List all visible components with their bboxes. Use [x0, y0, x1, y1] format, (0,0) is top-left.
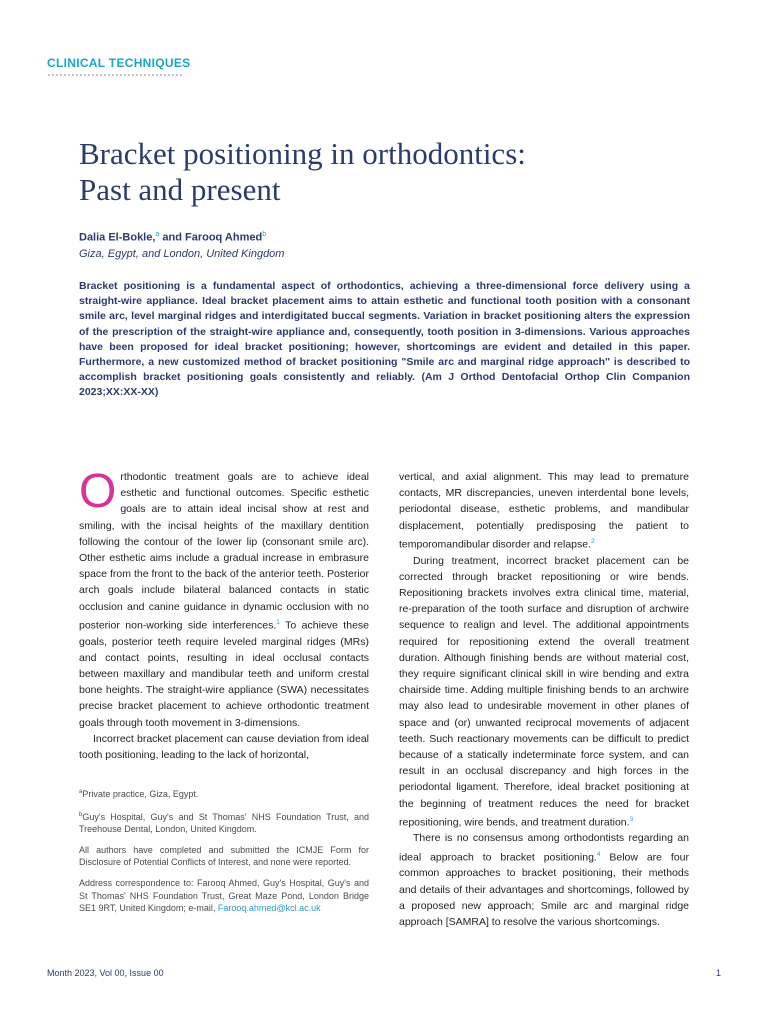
drop-cap: O: [79, 465, 117, 518]
body-text: vertical, and axial alignment. This may lead to premature contacts, MR discrepancies, uneven interdental bone levels, periodontal disease, esthetic problems, and mandibular displacement, potentially predisposing the patient to temporomandibular disorder and relapse.: [399, 471, 689, 551]
author-name: Dalia El-Bokle,: [79, 231, 156, 244]
section-divider: [47, 72, 183, 78]
body-column-right: [399, 469, 689, 930]
title-line-1: Bracket positioning in orthodontics:: [79, 136, 526, 171]
body-text: Below are four common approaches to bracket positioning, their methods and details of their advantages and shortcomings, followed by a proposed new approach; Smile arc and marginal ridge approach [SAMRA] to resolve the various shortcomings.: [399, 851, 690, 928]
footnote-marker: a: [79, 789, 83, 795]
author-list: [79, 231, 266, 244]
affiliation-marker: b: [262, 231, 267, 238]
body-paragraph: [79, 465, 369, 731]
footnote-text: Private practice, Giza, Egypt.: [82, 789, 199, 799]
body-text: rthodontic treatment goals are to achieve ideal esthetic and functional outcomes. Specific esthetic goals are to attain ideal incisal show at rest and smiling, with the incisal heights of the maxillary dentition following the contour of the lower lip (consonant smile arc). Other esthetic aims include a gradual increase in embrasure space from the front to the back of the anterior teeth. Posterior arch goals include bilateral balanced contacts in static occlusion and canine guidance in dynamic occlusion with no posterior non-working side interferences.: [79, 471, 369, 632]
body-paragraph: [399, 830, 689, 930]
section-label: CLINICAL TECHNIQUES: [47, 56, 191, 70]
citation-marker[interactable]: 2: [591, 537, 595, 545]
body-text: There is no consensus among orthodontists regarding an ideal approach to bracket positioning.: [399, 832, 689, 864]
author-location: Giza, Egypt, and London, United Kingdom: [79, 248, 285, 260]
author-joiner: and: [159, 231, 185, 244]
correspondence-address: [79, 877, 369, 915]
body-paragraph: [399, 469, 689, 553]
citation-marker[interactable]: 1: [276, 618, 280, 626]
address-text: Address correspondence to: Farooq Ahmed, Guy's Hospital, Guy's and St Thomas' NHS Foundation Trust, Great Maze Pond, London Bridge SE1 9RT, United Kingdom; e-mail,: [79, 877, 369, 914]
footnotes: [79, 786, 369, 923]
body-text: During treatment, incorrect bracket placement can be corrected through bracket repositioning or wire bends. Repositioning brackets involves extra clinical time, material, re-preparation of the tooth surface and disruption of archwire sequence to realign and level. The additional appointments required for repositioning extend the overall treatment duration. Although finishing bends are without material cost, they require significant clinical skill in wire bending and extra chairside time. Adding multiple finishing bends to an archwire may also lead to undesirable movement in other planes of space and (or) unwanted reciprocal movements of adjacent teeth. Such reactionary movements can be difficult to predict because of a statically indeterminate force system, and can result in an occlusal discrepancy and high forces in the periodontal ligament. Therefore, ideal bracket positioning at the beginning of treatment reduces the need for bracket repositioning, wire bends, and treatment duration.: [399, 554, 689, 829]
email-link[interactable]: Farooq.ahmed@kcl.ac.uk: [217, 903, 321, 914]
abstract: Bracket positioning is a fundamental aspect of orthodontics, achieving a three-dimensional force delivery using a straight-wire appliance. Ideal bracket placement aims to attain esthetic and functional tooth position with a consonant smile arc, level marginal ridges and interdigitated buccal segments. Variation in bracket positioning alters the expression of the prescription of the straight-wire appliance and, consequently, tooth position in 3-dimensions. Various approaches have been proposed for ideal bracket positioning; however, shortcomings are evident and detailed in this paper. Furthermore, a new customized method of bracket positioning "Smile arc and marginal ridge approach" is described to accomplish bracket positioning goals consistently and reliably. (Am J Orthod Dentofacial Orthop Clin Companion 2023;XX:XX-XX): [79, 280, 690, 399]
body-column-left: [79, 465, 369, 763]
article-title: [79, 136, 699, 208]
citation-marker[interactable]: 3: [629, 815, 634, 823]
body-text: To achieve these goals, posterior teeth require leveled marginal ridges (MRs) and contact points, resulting in ideal occlusal contacts between maxillary and mandibular teeth and uniform crestal bone heights. The straight-wire appliance (SWA) necessitates precise bracket placement to achieve orthodontic treatment goals through tooth movement in 3-dimensions.: [79, 619, 369, 729]
footnote-text: Guy's Hospital, Guy's and St Thomas' NHS Foundation Trust, and Treehouse Dental, London, United Kingdom.: [79, 811, 369, 835]
issue-info: Month 2023, Vol 00, Issue 00: [47, 968, 164, 978]
affiliation-marker: a: [155, 231, 160, 238]
author-name: Farooq Ahmed: [185, 231, 263, 244]
footnote-a: [79, 786, 369, 801]
body-paragraph: [399, 553, 689, 831]
page-number: 1: [715, 968, 721, 978]
footnote-marker: b: [79, 811, 83, 818]
body-paragraph: Incorrect bracket placement can cause deviation from ideal tooth positioning, leading to the lack of horizontal,: [79, 732, 369, 761]
footnote-b: [79, 809, 369, 836]
title-line-2: Past and present: [79, 172, 281, 207]
disclosure-note: All authors have completed and submitted the ICMJE Form for Disclosure of Potential Conflicts of Interest, and none were reported.: [79, 844, 369, 868]
citation-marker[interactable]: 4: [596, 850, 601, 858]
